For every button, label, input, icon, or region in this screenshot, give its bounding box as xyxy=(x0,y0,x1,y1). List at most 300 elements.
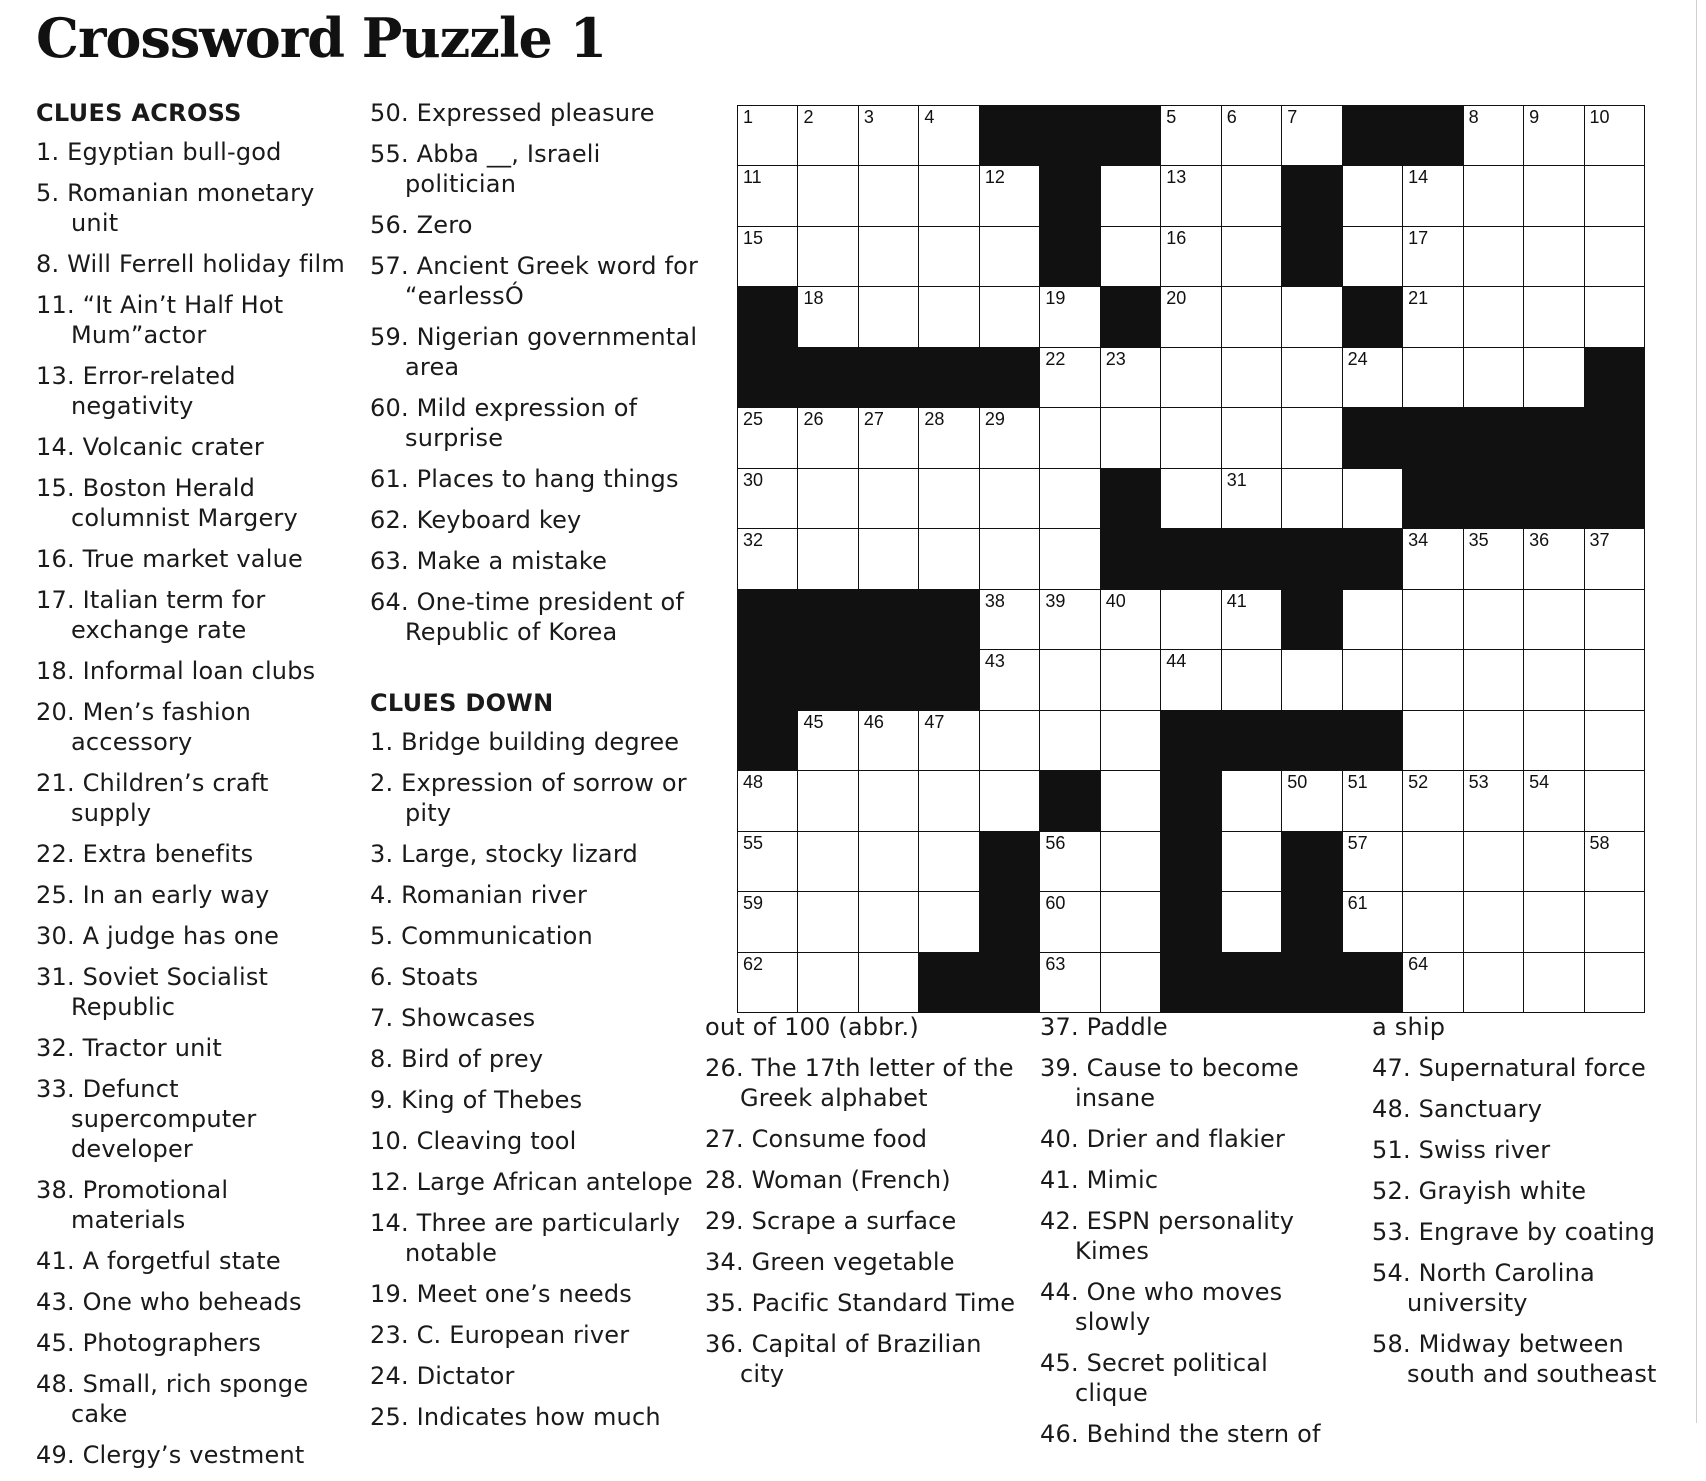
grid-block xyxy=(737,589,797,649)
grid-block xyxy=(1281,226,1341,286)
grid-cell[interactable] xyxy=(1221,226,1281,286)
grid-cell[interactable] xyxy=(1039,891,1099,951)
grid-cell[interactable] xyxy=(1463,710,1523,770)
grid-cell[interactable] xyxy=(1221,105,1281,165)
grid-cell[interactable] xyxy=(979,286,1039,346)
grid-cell[interactable] xyxy=(797,468,857,528)
grid-cell[interactable] xyxy=(1039,710,1099,770)
cell-number: 48 xyxy=(743,772,764,793)
grid-cell[interactable] xyxy=(1281,286,1341,346)
grid-cell[interactable] xyxy=(1160,589,1220,649)
grid-cell[interactable] xyxy=(1221,407,1281,467)
grid-cell[interactable] xyxy=(1523,649,1583,709)
grid-block xyxy=(1281,891,1341,951)
grid-cell[interactable] xyxy=(797,226,857,286)
grid-cell[interactable] xyxy=(737,468,797,528)
cell-number: 46 xyxy=(863,711,884,732)
grid-block xyxy=(1100,286,1160,346)
cell-number: 27 xyxy=(863,409,884,430)
page-edge-rule xyxy=(1696,0,1697,1423)
grid-cell[interactable] xyxy=(737,831,797,891)
grid-cell[interactable] xyxy=(1281,347,1341,407)
grid-cell[interactable] xyxy=(1281,649,1341,709)
grid-cell[interactable] xyxy=(1402,952,1462,1012)
clue-down: 41. Mimic xyxy=(1040,1166,1159,1194)
grid-cell[interactable] xyxy=(1463,649,1523,709)
clue-across: 61. Places to hang things xyxy=(370,465,679,493)
cell-number: 31 xyxy=(1226,469,1247,490)
clue-across: 32. Tractor unit xyxy=(36,1034,222,1062)
grid-cell[interactable] xyxy=(1221,286,1281,346)
grid-cell[interactable] xyxy=(918,528,978,588)
grid-cell[interactable] xyxy=(1523,528,1583,588)
cell-number: 62 xyxy=(743,953,764,974)
grid-cell[interactable] xyxy=(1584,105,1644,165)
grid-block xyxy=(918,347,978,407)
grid-cell[interactable] xyxy=(1100,347,1160,407)
grid-block xyxy=(858,347,918,407)
clue-down: 52. Grayish white xyxy=(1372,1177,1587,1205)
grid-cell[interactable] xyxy=(1463,831,1523,891)
grid-cell[interactable] xyxy=(1402,891,1462,951)
grid-cell[interactable] xyxy=(797,286,857,346)
grid-cell[interactable] xyxy=(1402,347,1462,407)
clue-across: 56. Zero xyxy=(370,211,473,239)
grid-cell[interactable] xyxy=(737,105,797,165)
grid-cell[interactable] xyxy=(1523,286,1583,346)
grid-cell[interactable] xyxy=(1584,165,1644,225)
cell-number: 6 xyxy=(1226,107,1237,127)
grid-cell[interactable] xyxy=(1584,952,1644,1012)
clue-across: 30. A judge has one xyxy=(36,922,280,950)
grid-cell[interactable] xyxy=(1160,347,1220,407)
clue-continuation: a ship xyxy=(1372,1013,1446,1041)
clue-down: 12. Large African antelope xyxy=(370,1168,693,1196)
grid-cell[interactable] xyxy=(1039,468,1099,528)
grid-cell[interactable] xyxy=(797,105,857,165)
clues-column-2 xyxy=(370,98,700,1443)
grid-cell[interactable] xyxy=(1342,468,1402,528)
grid-block xyxy=(918,649,978,709)
grid-cell[interactable] xyxy=(1160,105,1220,165)
grid-cell[interactable] xyxy=(858,226,918,286)
grid-cell[interactable] xyxy=(918,468,978,528)
grid-cell[interactable] xyxy=(1221,770,1281,830)
clue-down: 42. ESPN personality Kimes xyxy=(1040,1207,1295,1265)
grid-cell[interactable] xyxy=(797,891,857,951)
cell-number: 39 xyxy=(1045,590,1066,611)
grid-cell[interactable] xyxy=(1221,347,1281,407)
grid-cell[interactable] xyxy=(1523,105,1583,165)
clue-across: 55. Abba __, Israeli politician xyxy=(370,140,601,198)
grid-cell[interactable] xyxy=(1221,891,1281,951)
grid-block xyxy=(979,891,1039,951)
grid-cell[interactable] xyxy=(858,407,918,467)
grid-cell[interactable] xyxy=(737,407,797,467)
cell-number: 36 xyxy=(1529,530,1550,551)
grid-block xyxy=(979,105,1039,165)
clue-down: 46. Behind the stern of xyxy=(1040,1420,1321,1448)
grid-cell[interactable] xyxy=(1584,528,1644,588)
cell-number: 45 xyxy=(803,711,824,732)
grid-cell[interactable] xyxy=(918,710,978,770)
page-title: Crossword Puzzle 1 xyxy=(36,6,607,70)
grid-cell[interactable] xyxy=(1463,286,1523,346)
grid-block xyxy=(1523,407,1583,467)
grid-cell[interactable] xyxy=(737,226,797,286)
grid-block xyxy=(1160,891,1220,951)
grid-cell[interactable] xyxy=(1402,710,1462,770)
grid-cell[interactable] xyxy=(737,952,797,1012)
grid-cell[interactable] xyxy=(1160,407,1220,467)
grid-cell[interactable] xyxy=(858,952,918,1012)
grid-cell[interactable] xyxy=(797,710,857,770)
grid-cell[interactable] xyxy=(858,528,918,588)
grid-block xyxy=(1463,468,1523,528)
grid-cell[interactable] xyxy=(979,407,1039,467)
grid-cell[interactable] xyxy=(1402,649,1462,709)
cell-number: 32 xyxy=(743,530,764,551)
grid-cell[interactable] xyxy=(1100,589,1160,649)
grid-cell[interactable] xyxy=(1584,589,1644,649)
grid-cell[interactable] xyxy=(1221,165,1281,225)
cell-number: 5 xyxy=(1166,107,1177,127)
grid-cell[interactable] xyxy=(1463,589,1523,649)
grid-cell[interactable] xyxy=(918,770,978,830)
grid-cell[interactable] xyxy=(918,105,978,165)
grid-cell[interactable] xyxy=(858,286,918,346)
grid-cell[interactable] xyxy=(1402,286,1462,346)
cell-number: 24 xyxy=(1347,348,1368,369)
cell-number: 47 xyxy=(924,711,945,732)
grid-cell[interactable] xyxy=(1584,710,1644,770)
grid-cell[interactable] xyxy=(1221,649,1281,709)
cell-number: 41 xyxy=(1226,590,1247,611)
grid-cell[interactable] xyxy=(1160,468,1220,528)
grid-cell[interactable] xyxy=(1584,226,1644,286)
grid-cell[interactable] xyxy=(1100,165,1160,225)
cell-number: 44 xyxy=(1166,651,1187,672)
grid-cell[interactable] xyxy=(918,891,978,951)
grid-cell[interactable] xyxy=(1402,226,1462,286)
cell-number: 58 xyxy=(1589,832,1610,853)
grid-block xyxy=(1342,528,1402,588)
clue-down: 5. Communication xyxy=(370,922,593,950)
grid-block xyxy=(1100,105,1160,165)
grid-cell[interactable] xyxy=(1584,891,1644,951)
grid-block xyxy=(918,589,978,649)
clue-across: 62. Keyboard key xyxy=(370,506,582,534)
grid-cell[interactable] xyxy=(1100,710,1160,770)
grid-cell[interactable] xyxy=(1402,528,1462,588)
cell-number: 38 xyxy=(984,590,1005,611)
grid-block xyxy=(1281,589,1341,649)
clue-down: 1. Bridge building degree xyxy=(370,728,680,756)
grid-cell[interactable] xyxy=(979,226,1039,286)
grid-block xyxy=(1160,831,1220,891)
cell-number: 56 xyxy=(1045,832,1066,853)
clue-across: 31. Soviet Socialist Republic xyxy=(36,963,269,1021)
cell-number: 8 xyxy=(1468,107,1479,127)
grid-cell[interactable] xyxy=(858,710,918,770)
grid-cell[interactable] xyxy=(1039,528,1099,588)
grid-cell[interactable] xyxy=(1342,831,1402,891)
grid-cell[interactable] xyxy=(1463,952,1523,1012)
cell-number: 13 xyxy=(1166,167,1187,188)
clue-across: 8. Will Ferrell holiday film xyxy=(36,250,345,278)
cell-number: 20 xyxy=(1166,288,1187,309)
cell-number: 30 xyxy=(743,469,764,490)
clue-across: 18. Informal loan clubs xyxy=(36,657,316,685)
clue-down: 25. Indicates how much xyxy=(370,1403,661,1431)
grid-cell[interactable] xyxy=(1100,226,1160,286)
clue-across: 49. Clergy’s vestment xyxy=(36,1441,305,1469)
grid-cell[interactable] xyxy=(797,770,857,830)
cell-number: 35 xyxy=(1468,530,1489,551)
grid-cell[interactable] xyxy=(1160,165,1220,225)
clue-down: 53. Engrave by coating xyxy=(1372,1218,1656,1246)
grid-cell[interactable] xyxy=(1342,589,1402,649)
grid-cell[interactable] xyxy=(1221,589,1281,649)
grid-cell[interactable] xyxy=(1342,226,1402,286)
clue-down: 4. Romanian river xyxy=(370,881,588,909)
clue-continuation: out of 100 (abbr.) xyxy=(705,1013,919,1041)
cell-number: 25 xyxy=(743,409,764,430)
grid-cell[interactable] xyxy=(1523,589,1583,649)
clue-down: 6. Stoats xyxy=(370,963,479,991)
clue-across: 22. Extra benefits xyxy=(36,840,254,868)
grid-block xyxy=(1342,105,1402,165)
grid-cell[interactable] xyxy=(1281,407,1341,467)
grid-block xyxy=(1160,528,1220,588)
grid-cell[interactable] xyxy=(1342,165,1402,225)
grid-cell[interactable] xyxy=(1523,710,1583,770)
clue-across: 25. In an early way xyxy=(36,881,270,909)
clues-column-5 xyxy=(1372,1012,1672,1400)
grid-cell[interactable] xyxy=(918,286,978,346)
grid-cell[interactable] xyxy=(797,407,857,467)
grid-cell[interactable] xyxy=(1039,649,1099,709)
cell-number: 60 xyxy=(1045,893,1066,914)
grid-block xyxy=(1100,468,1160,528)
grid-cell[interactable] xyxy=(1039,831,1099,891)
cell-number: 52 xyxy=(1408,772,1429,793)
clue-across: 48. Small, rich sponge cake xyxy=(36,1370,309,1428)
grid-cell[interactable] xyxy=(1463,891,1523,951)
clue-across: 5. Romanian monetary unit xyxy=(36,179,315,237)
grid-cell[interactable] xyxy=(1281,105,1341,165)
grid-cell[interactable] xyxy=(797,952,857,1012)
grid-cell[interactable] xyxy=(1100,770,1160,830)
grid-cell[interactable] xyxy=(979,649,1039,709)
grid-cell[interactable] xyxy=(1342,891,1402,951)
grid-cell[interactable] xyxy=(858,831,918,891)
grid-cell[interactable] xyxy=(1160,649,1220,709)
grid-block xyxy=(1100,528,1160,588)
grid-block xyxy=(1281,710,1341,770)
grid-cell[interactable] xyxy=(918,226,978,286)
grid-cell[interactable] xyxy=(797,165,857,225)
grid-cell[interactable] xyxy=(1523,347,1583,407)
clue-down: 26. The 17th letter of the Greek alphabet xyxy=(705,1054,1014,1112)
grid-cell[interactable] xyxy=(1402,165,1462,225)
grid-block xyxy=(737,649,797,709)
grid-cell[interactable] xyxy=(1463,770,1523,830)
grid-cell[interactable] xyxy=(1402,831,1462,891)
cell-number: 4 xyxy=(924,107,935,127)
grid-cell[interactable] xyxy=(1523,952,1583,1012)
grid-cell[interactable] xyxy=(1281,770,1341,830)
grid-block xyxy=(1221,710,1281,770)
cell-number: 61 xyxy=(1347,893,1368,914)
clue-down: 7. Showcases xyxy=(370,1004,536,1032)
clue-across: 43. One who beheads xyxy=(36,1288,302,1316)
grid-block xyxy=(979,831,1039,891)
cell-number: 9 xyxy=(1529,107,1540,127)
clues-across-column xyxy=(36,98,346,1481)
clue-down: 9. King of Thebes xyxy=(370,1086,583,1114)
cell-number: 21 xyxy=(1408,288,1429,309)
clue-down: 47. Supernatural force xyxy=(1372,1054,1646,1082)
grid-block xyxy=(1402,105,1462,165)
grid-block xyxy=(1221,952,1281,1012)
grid-cell[interactable] xyxy=(1039,589,1099,649)
cell-number: 26 xyxy=(803,409,824,430)
grid-cell[interactable] xyxy=(1100,407,1160,467)
grid-cell[interactable] xyxy=(737,770,797,830)
cell-number: 16 xyxy=(1166,227,1187,248)
clue-across: 57. Ancient Greek word for “earlessÓ xyxy=(370,252,699,310)
grid-cell[interactable] xyxy=(858,165,918,225)
grid-cell[interactable] xyxy=(1039,952,1099,1012)
grid-cell[interactable] xyxy=(1342,770,1402,830)
clue-down: 39. Cause to become insane xyxy=(1040,1054,1299,1112)
grid-cell[interactable] xyxy=(979,770,1039,830)
clues-across-heading: CLUES ACROSS xyxy=(36,99,242,127)
grid-cell[interactable] xyxy=(979,528,1039,588)
grid-cell[interactable] xyxy=(1402,589,1462,649)
grid-cell[interactable] xyxy=(737,528,797,588)
cell-number: 34 xyxy=(1408,530,1429,551)
grid-cell[interactable] xyxy=(797,831,857,891)
cell-number: 19 xyxy=(1045,288,1066,309)
grid-cell[interactable] xyxy=(1221,468,1281,528)
grid-cell[interactable] xyxy=(1100,831,1160,891)
clue-down: 2. Expression of sorrow or pity xyxy=(370,769,687,827)
cell-number: 23 xyxy=(1105,348,1126,369)
grid-cell[interactable] xyxy=(1342,649,1402,709)
clue-across: 59. Nigerian governmental area xyxy=(370,323,698,381)
grid-block xyxy=(1584,347,1644,407)
cell-number: 7 xyxy=(1287,107,1298,127)
grid-cell[interactable] xyxy=(979,468,1039,528)
clue-across: 50. Expressed pleasure xyxy=(370,99,655,127)
grid-block xyxy=(1584,468,1644,528)
grid-cell[interactable] xyxy=(1221,831,1281,891)
grid-block xyxy=(797,649,857,709)
grid-block xyxy=(979,347,1039,407)
clue-down: 29. Scrape a surface xyxy=(705,1207,957,1235)
grid-cell[interactable] xyxy=(1281,468,1341,528)
grid-cell[interactable] xyxy=(858,891,918,951)
grid-cell[interactable] xyxy=(858,105,918,165)
grid-block xyxy=(1160,952,1220,1012)
grid-cell[interactable] xyxy=(1523,831,1583,891)
grid-cell[interactable] xyxy=(858,770,918,830)
grid-block xyxy=(1160,710,1220,770)
crossword-grid xyxy=(737,105,1645,1013)
clue-across: 20. Men’s fashion accessory xyxy=(36,698,252,756)
grid-cell[interactable] xyxy=(737,891,797,951)
grid-cell[interactable] xyxy=(1160,226,1220,286)
grid-cell[interactable] xyxy=(1523,226,1583,286)
grid-cell[interactable] xyxy=(918,165,978,225)
grid-block xyxy=(1039,105,1099,165)
grid-cell[interactable] xyxy=(1100,649,1160,709)
grid-cell[interactable] xyxy=(1523,891,1583,951)
grid-cell[interactable] xyxy=(1100,952,1160,1012)
clue-across: 63. Make a mistake xyxy=(370,547,608,575)
grid-block xyxy=(918,952,978,1012)
cell-number: 37 xyxy=(1589,530,1610,551)
grid-cell[interactable] xyxy=(918,407,978,467)
grid-block xyxy=(1281,952,1341,1012)
cell-number: 40 xyxy=(1105,590,1126,611)
grid-cell[interactable] xyxy=(1342,347,1402,407)
grid-cell[interactable] xyxy=(1039,347,1099,407)
cell-number: 10 xyxy=(1589,107,1610,127)
grid-cell[interactable] xyxy=(797,528,857,588)
clue-across: 17. Italian term for exchange rate xyxy=(36,586,266,644)
grid-cell[interactable] xyxy=(1160,286,1220,346)
clue-down: 8. Bird of prey xyxy=(370,1045,544,1073)
grid-cell[interactable] xyxy=(1402,770,1462,830)
grid-cell[interactable] xyxy=(1463,347,1523,407)
cell-number: 59 xyxy=(743,893,764,914)
grid-cell[interactable] xyxy=(1039,286,1099,346)
grid-block xyxy=(1584,407,1644,467)
grid-cell[interactable] xyxy=(737,165,797,225)
grid-cell[interactable] xyxy=(1523,165,1583,225)
grid-cell[interactable] xyxy=(1584,831,1644,891)
grid-cell[interactable] xyxy=(1463,528,1523,588)
grid-cell[interactable] xyxy=(1463,105,1523,165)
grid-cell[interactable] xyxy=(1463,226,1523,286)
grid-block xyxy=(797,589,857,649)
clue-across: 1. Egyptian bull-god xyxy=(36,138,282,166)
grid-cell[interactable] xyxy=(858,468,918,528)
clue-down: 24. Dictator xyxy=(370,1362,515,1390)
grid-cell[interactable] xyxy=(1463,165,1523,225)
grid-block xyxy=(1342,286,1402,346)
grid-cell[interactable] xyxy=(979,589,1039,649)
grid-cell[interactable] xyxy=(1100,891,1160,951)
grid-cell[interactable] xyxy=(1584,770,1644,830)
grid-cell[interactable] xyxy=(1523,770,1583,830)
cell-number: 22 xyxy=(1045,348,1066,369)
grid-block xyxy=(737,710,797,770)
cell-number: 17 xyxy=(1408,227,1429,248)
cell-number: 57 xyxy=(1347,832,1368,853)
grid-cell[interactable] xyxy=(1039,407,1099,467)
grid-block xyxy=(1281,528,1341,588)
grid-cell[interactable] xyxy=(979,710,1039,770)
grid-cell[interactable] xyxy=(918,831,978,891)
grid-cell[interactable] xyxy=(1584,649,1644,709)
grid-cell[interactable] xyxy=(979,165,1039,225)
grid-cell[interactable] xyxy=(1584,286,1644,346)
cell-number: 53 xyxy=(1468,772,1489,793)
